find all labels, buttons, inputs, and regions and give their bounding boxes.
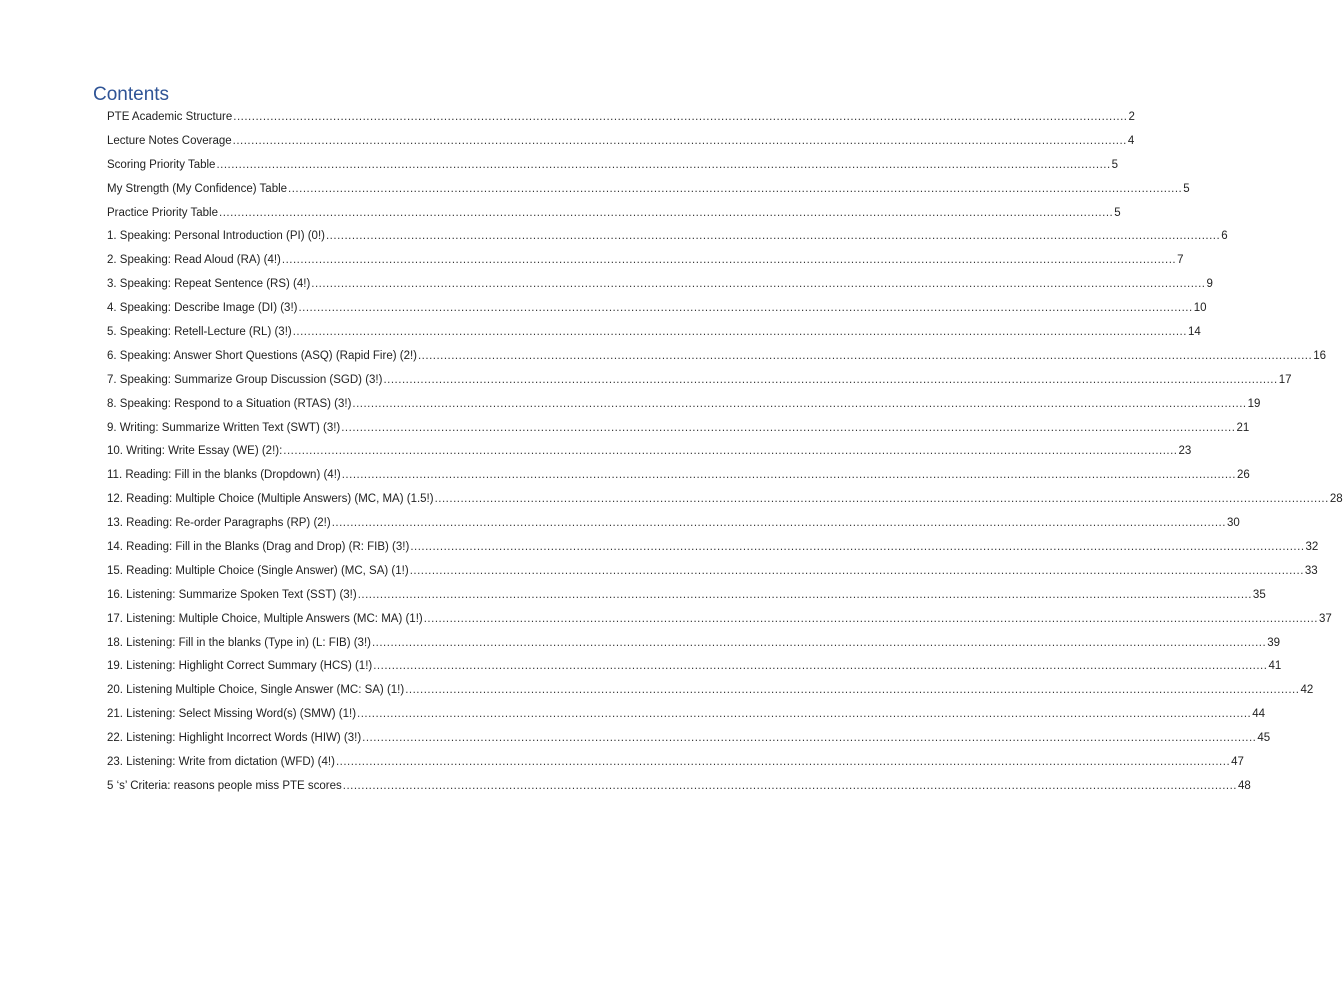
- toc-heading: Contents: [93, 84, 170, 105]
- toc-entry[interactable]: [107, 610, 1332, 634]
- toc-entry[interactable]: [107, 299, 1207, 323]
- toc-entry[interactable]: [107, 753, 1244, 777]
- toc-dot-leader: [352, 395, 1246, 413]
- toc-entry-page-number: 44: [1252, 708, 1266, 721]
- toc-dot-leader: [288, 180, 1182, 198]
- toc-entry[interactable]: [107, 562, 1318, 586]
- toc-entry-title: 1. Speaking: Personal Introduction (PI) (0!): [107, 230, 325, 243]
- toc-entry-title: PTE Academic Structure: [107, 111, 233, 123]
- toc-entry-title: 20. Listening Multiple Choice, Single Answer (MC: SA) (1!): [107, 684, 405, 697]
- toc-entry[interactable]: [107, 323, 1201, 347]
- toc-dot-leader: [298, 299, 1192, 317]
- toc-entry-page-number: 4: [1127, 134, 1135, 147]
- toc-dot-leader: [383, 371, 1277, 389]
- toc-dot-leader: [435, 490, 1329, 508]
- toc-dot-leader: [233, 132, 1127, 150]
- toc-entry-title: Practice Priority Table: [107, 206, 218, 219]
- toc-dot-leader: [410, 538, 1304, 556]
- toc-entry[interactable]: [107, 132, 1135, 156]
- toc-entry-page-number: 5: [1114, 206, 1121, 219]
- toc-entry-title: 12. Reading: Multiple Choice (Multiple Answers) (MC, MA) (1.5!): [107, 493, 434, 506]
- toc-entry-page-number: 30: [1226, 517, 1240, 530]
- toc-entry[interactable]: [107, 514, 1240, 538]
- toc-dot-leader: [293, 323, 1187, 341]
- toc-entry-page-number: 41: [1268, 660, 1282, 673]
- toc-entry-title: Lecture Notes Coverage: [107, 134, 232, 147]
- toc-entry-page-number: 9: [1206, 278, 1213, 291]
- toc-dot-leader: [311, 275, 1205, 293]
- toc-entry-page-number: 26: [1236, 469, 1250, 482]
- toc-entry-page-number: 45: [1257, 732, 1271, 745]
- toc-entry-page-number: 19: [1247, 397, 1261, 410]
- toc-entry-title: 17. Listening: Multiple Choice, Multiple Answers (MC: MA) (1!): [107, 612, 423, 625]
- toc-entry[interactable]: [107, 681, 1314, 705]
- toc-entry[interactable]: [107, 108, 1135, 132]
- toc-dot-leader: [358, 586, 1252, 604]
- toc-entry-title: 16. Listening: Summarize Spoken Text (SST) (3!): [107, 588, 357, 601]
- toc-dot-leader: [418, 347, 1312, 365]
- toc-entry-title: 19. Listening: Highlight Correct Summary (HCS) (1!): [107, 660, 373, 673]
- table-of-contents: [107, 108, 1343, 801]
- toc-entry-title: 6. Speaking: Answer Short Questions (ASQ) (Rapid Fire) (2!): [107, 349, 417, 362]
- toc-dot-leader: [219, 204, 1113, 222]
- toc-entry-page-number: 48: [1238, 779, 1251, 792]
- toc-entry[interactable]: [107, 204, 1121, 228]
- toc-entry[interactable]: [107, 395, 1261, 419]
- toc-dot-leader: [332, 514, 1226, 532]
- toc-entry-page-number: 32: [1305, 541, 1319, 554]
- toc-entry-title: 9. Writing: Summarize Written Text (SWT) (3!): [107, 421, 341, 434]
- toc-entry-page-number: 35: [1252, 588, 1266, 601]
- toc-entry-title: 5. Speaking: Retell-Lecture (RL) (3!): [107, 326, 292, 339]
- toc-entry-title: 23. Listening: Write from dictation (WFD) (4!): [107, 756, 335, 769]
- toc-entry-page-number: 47: [1231, 756, 1244, 769]
- toc-entry[interactable]: [107, 347, 1326, 371]
- toc-entry[interactable]: [107, 705, 1266, 729]
- toc-entry-page-number: 33: [1304, 564, 1318, 577]
- toc-entry[interactable]: [107, 275, 1213, 299]
- toc-entry[interactable]: [107, 657, 1282, 681]
- toc-dot-leader: [216, 156, 1110, 174]
- toc-entry-page-number: 23: [1178, 445, 1192, 458]
- toc-entry[interactable]: [107, 419, 1250, 443]
- toc-dot-leader: [362, 729, 1256, 747]
- toc-entry-page-number: 2: [1128, 111, 1135, 123]
- toc-entry-page-number: 39: [1267, 636, 1280, 649]
- toc-entry-title: 11. Reading: Fill in the blanks (Dropdown) (4!): [107, 469, 341, 482]
- toc-dot-leader: [283, 442, 1177, 460]
- toc-entry[interactable]: [107, 538, 1319, 562]
- toc-entry[interactable]: [107, 466, 1250, 490]
- toc-entry[interactable]: [107, 371, 1292, 395]
- toc-entry-page-number: 5: [1111, 158, 1119, 171]
- toc-entry-title: 14. Reading: Fill in the Blanks (Drag and Drop) (R: FIB) (3!): [107, 541, 410, 554]
- toc-entry[interactable]: [107, 156, 1119, 180]
- toc-entry-title: 8. Speaking: Respond to a Situation (RTAS) (3!): [107, 397, 352, 410]
- toc-entry-page-number: 16: [1313, 349, 1326, 362]
- toc-dot-leader: [282, 251, 1176, 269]
- toc-entry-title: 3. Speaking: Repeat Sentence (RS) (4!): [107, 278, 311, 291]
- toc-entry-page-number: 37: [1318, 612, 1332, 625]
- toc-entry-title: 7. Speaking: Summarize Group Discussion (SGD) (3!): [107, 373, 383, 386]
- toc-dot-leader: [342, 466, 1236, 484]
- toc-entry-title: 4. Speaking: Describe Image (DI) (3!): [107, 302, 298, 315]
- toc-entry-title: 5 ‘s’ Criteria: reasons people miss PTE scores: [107, 779, 342, 792]
- toc-entry-page-number: 42: [1300, 684, 1314, 697]
- toc-entry-title: 13. Reading: Re-order Paragraphs (RP) (2!): [107, 517, 331, 530]
- toc-dot-leader: [343, 777, 1237, 795]
- toc-entry-title: 15. Reading: Multiple Choice (Single Answer) (MC, SA) (1!): [107, 564, 409, 577]
- toc-entry-page-number: 7: [1177, 254, 1184, 267]
- toc-dot-leader: [233, 108, 1127, 126]
- toc-entry[interactable]: [107, 586, 1266, 610]
- toc-dot-leader: [336, 753, 1230, 771]
- toc-entry[interactable]: [107, 490, 1343, 514]
- toc-dot-leader: [373, 657, 1267, 675]
- toc-dot-leader: [372, 634, 1266, 652]
- toc-entry-page-number: 6: [1221, 230, 1228, 243]
- toc-entry[interactable]: [107, 442, 1192, 466]
- toc-entry[interactable]: [107, 777, 1251, 801]
- toc-dot-leader: [357, 705, 1251, 723]
- toc-dot-leader: [341, 419, 1235, 437]
- toc-entry-page-number: 28: [1329, 493, 1343, 506]
- toc-dot-leader: [405, 681, 1299, 699]
- toc-entry-page-number: 17: [1278, 373, 1292, 386]
- toc-entry-page-number: 10: [1193, 302, 1207, 315]
- toc-entry-page-number: 14: [1187, 326, 1201, 339]
- toc-dot-leader: [326, 227, 1220, 245]
- toc-entry-title: 21. Listening: Select Missing Word(s) (SMW) (1!): [107, 708, 357, 721]
- toc-entry-title: 10. Writing: Write Essay (WE) (2!):: [107, 445, 283, 458]
- toc-dot-leader: [410, 562, 1304, 580]
- toc-entry-title: 18. Listening: Fill in the blanks (Type in) (L: FIB) (3!): [107, 636, 371, 649]
- toc-entry-title: My Strength (My Confidence) Table: [107, 182, 288, 195]
- toc-entry-title: 2. Speaking: Read Aloud (RA) (4!): [107, 254, 281, 267]
- toc-dot-leader: [424, 610, 1318, 628]
- toc-entry[interactable]: [107, 180, 1190, 204]
- toc-entry[interactable]: [107, 634, 1280, 658]
- toc-entry-title: Scoring Priority Table: [107, 158, 216, 171]
- toc-entry[interactable]: [107, 251, 1184, 275]
- toc-entry-page-number: 5: [1183, 182, 1190, 195]
- toc-entry-page-number: 21: [1236, 421, 1250, 434]
- toc-entry[interactable]: [107, 729, 1271, 753]
- toc-entry-title: 22. Listening: Highlight Incorrect Words (HIW) (3!): [107, 732, 362, 745]
- toc-entry[interactable]: [107, 227, 1228, 251]
